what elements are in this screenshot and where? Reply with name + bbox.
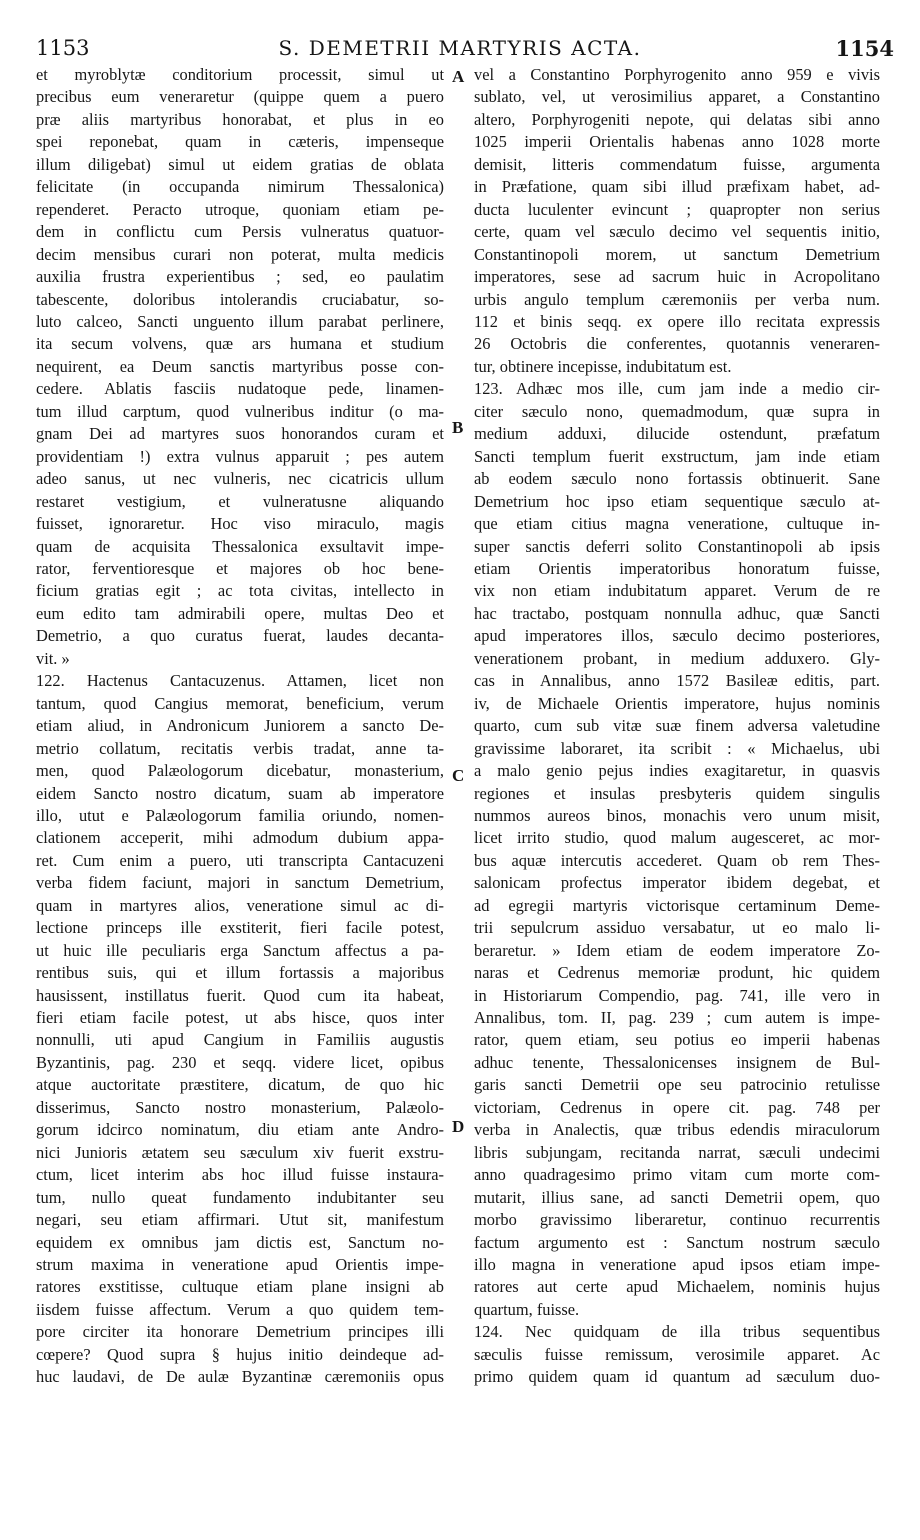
left-column-line: ratores exstitisse, cultuque etiam plane insigni ab xyxy=(36,1277,444,1297)
left-column-line: negari, seu etiam affirmari. Utut sit, manifestum xyxy=(36,1210,444,1230)
right-column-line: verba in Analectis, quæ tribus edendis miraculorum xyxy=(474,1120,880,1140)
left-column-line: precibus eum veneraretur (quippe quem a puero xyxy=(36,87,444,107)
right-column-line: Sancti templum fuerit exstructum, jam inde etiam xyxy=(474,446,880,466)
right-column-line: in Præfatione, quam sibi illud præfixam habet, ad- xyxy=(474,177,880,197)
right-column-line: 1025 imperii Orientalis habenas anno 1028 morte xyxy=(474,132,880,152)
right-column-line: gravissime laboraret, ita scribit : « Michaelus, ubi xyxy=(474,738,880,758)
right-column-line: medium adduxi, dilucide ostendunt, præfatum xyxy=(474,424,880,444)
left-column-line: luto calceo, Sancti unguento illum parabat perlinere, xyxy=(36,311,444,331)
right-column-line: 124. Nec quidquam de illa tribus sequentibus xyxy=(474,1322,880,1342)
left-column-line: metrio collatum, recitatis verbis tradat, anne ta- xyxy=(36,738,444,758)
left-column-line: hausissent, instillatus fuerit. Quod cum ita habeat, xyxy=(36,985,444,1005)
right-column-line: illo magna in veneratione apud ipsos etiam impe- xyxy=(474,1255,880,1275)
left-column-line: ficium gratias egit ; ac tota civitas, intellecto in xyxy=(36,581,444,601)
right-column-line: urbis angulo templum cæremoniis per verba num. xyxy=(474,289,880,309)
left-column-line: huc laudavi, de De aulæ Byzantinæ cæremoniis opus xyxy=(36,1367,444,1387)
running-title: S. DEMETRII MARTYRIS ACTA. xyxy=(278,36,642,60)
left-column-line: gorum idcirco nominatum, diu etiam ante Andro- xyxy=(36,1120,444,1140)
right-column-line: rator, quem etiam, seu potius eo imperii habenas xyxy=(474,1030,880,1050)
right-column-line: ratores aut certe apud Michaelem, nominis hujus xyxy=(474,1277,880,1297)
right-column-line: Annalibus, tom. II, pag. 239 ; cum autem is impe- xyxy=(474,1008,880,1028)
right-column-line: a malo genio pejus indies exagitaretur, in quasvis xyxy=(474,761,880,781)
left-column-line: rator, ferventioresque et majores ob hoc bene- xyxy=(36,558,444,578)
right-column-line: ducta luculenter evincunt ; quapropter non serius xyxy=(474,199,880,219)
right-column-line: regiones et insulas presbyteris quidem singulis xyxy=(474,783,880,803)
left-column-line: quam de acquisita Thessalonica exsultavit impe- xyxy=(36,536,444,556)
right-column-line: 112 et binis seqq. ex opere illo recitata expressis xyxy=(474,311,880,331)
right-column-line: salonicam profectus imperator ibidem degebat, et xyxy=(474,873,880,893)
right-column-line: citer sæculo nono, quemadmodum, quæ supra in xyxy=(474,401,880,421)
left-column-line: illum diligebat) simul ut eidem gratias de oblata xyxy=(36,154,444,174)
right-column-line: vix non etiam indubitatum apparet. Verum de re xyxy=(474,581,880,601)
left-text-column xyxy=(36,64,444,1389)
right-column-line: hac tractabo, postquam nonnulla adhuc, quæ Sancti xyxy=(474,603,880,623)
left-column-line: ut huic ille peculiaris erga Sanctum affectus a pa- xyxy=(36,940,444,960)
right-text-column xyxy=(474,64,880,1389)
right-column-line: ab eodem sæculo nono fortassis obtinuerit. Sane xyxy=(474,469,880,489)
left-column-line: decim mensibus curari non poterat, multa medicis xyxy=(36,244,444,264)
right-column-line: in Historiarum Compendio, pag. 741, ille vero in xyxy=(474,985,880,1005)
right-column-line: naras et Cedrenus memoriæ produnt, hic quidem xyxy=(474,963,880,983)
left-column-line: Demetrio, a quo curatus fuerat, laudes decanta- xyxy=(36,626,444,646)
left-column-line: vit. » xyxy=(36,648,70,668)
left-column-line: nonnulli, uti apud Cangium in Familiis augustis xyxy=(36,1030,444,1050)
right-column-line: quarto, cum sub vitæ suæ finem adversa valetudine xyxy=(474,716,880,736)
left-column-line: rependeret. Peracto utroque, quoniam etiam pe- xyxy=(36,199,444,219)
left-column-line: adeo sanus, ut nec vulneris, nec cicatricis ullum xyxy=(36,469,444,489)
left-column-line: quam in martyres alios, veneratione simul ac di- xyxy=(36,895,444,915)
left-column-line: disserimus, Sancto nostro monasterium, Palæolo- xyxy=(36,1097,444,1117)
left-column-line: tum illud carptum, quod vulneribus inditur (o ma- xyxy=(36,401,444,421)
right-column-line: altero, Porphyrogeniti nepote, qui delatas sibi anno xyxy=(474,109,880,129)
left-column-line: illo, utut e Palæologorum familia oriundo, nomen- xyxy=(36,805,444,825)
right-column-line: garis sancti Demetrii ope seu patrocinio retulisse xyxy=(474,1075,880,1095)
left-column-line: spei reponebat, quam in cæteris, impenseque xyxy=(36,132,444,152)
right-column-line: 123. Adhæc mos ille, cum jam inde a medio cir- xyxy=(474,379,880,399)
right-column-line: sæculis fuisse remissum, verosimile apparet. Ac xyxy=(474,1344,880,1364)
right-column-line: bus aquæ intercutis accederet. Quam ob rem Thes- xyxy=(474,850,880,870)
left-column-line: etiam aliud, in Andronicum Juniorem a sancto De- xyxy=(36,716,444,736)
left-column-line: ctum, licet interim abs hoc illud fuisse instaura- xyxy=(36,1165,444,1185)
right-column-line: adhuc tenente, Thessalonicenses insignem de Bul- xyxy=(474,1052,880,1072)
margin-marker-a: A xyxy=(452,67,465,86)
left-column-line: tantum, quod Cangius memorat, beneficium, verum xyxy=(36,693,444,713)
left-column-line: providentiam !) extra vulnus apparuit ; pes autem xyxy=(36,446,444,466)
left-column-line: ita secum volvens, quæ ars humana et studium xyxy=(36,334,444,354)
right-column-line: morbo gravissimo liberaretur, continuo recurrentis xyxy=(474,1210,880,1230)
left-column-line: et myroblytæ conditorium processit, simul ut xyxy=(36,65,444,84)
right-column-line: primo quidem quam id quantum ad sæculum duo- xyxy=(474,1367,880,1387)
left-column-line: gnam Dei ad martyres suos honorandos curam et xyxy=(36,424,444,444)
left-column-line: rentibus suis, qui et illum fortassis a majoribus xyxy=(36,963,444,983)
left-column-line: felicitate (in occupanda nimirum Thessalonica) xyxy=(36,177,444,197)
right-column-line: tur, obtinere incepisse, indubitatum est. xyxy=(474,356,732,376)
left-column-line: lectione princeps ille exstiterit, fieri facile potest, xyxy=(36,918,444,938)
left-column-line: dem in conflictu cum Persis vulneratus quatuor- xyxy=(36,222,444,242)
left-column-line: nici Junioris ætatem seu sæculum xiv fuerit exstru- xyxy=(36,1142,444,1162)
right-column-line: que etiam citius magna veneratione, cultuque in- xyxy=(474,514,880,534)
right-column-line: victoriam, Cedrenus in opere cit. pag. 748 per xyxy=(474,1097,880,1117)
left-column-line: Byzantinis, pag. 230 et seqq. videre licet, opibus xyxy=(36,1052,444,1072)
right-column-line: trii sepulcrum assiduo versabatur, ut eo malo li- xyxy=(474,918,880,938)
right-column-line: anno quadragesimo primo vitam cum morte com- xyxy=(474,1165,880,1185)
left-column-line: strum maxima in veneratione apud Orientis impe- xyxy=(36,1255,444,1275)
left-column-line: cœpere? Quod supra § hujus initio deindeque ad- xyxy=(36,1344,444,1364)
right-column-line: Demetrium hoc ipso etiam sequentique sæculo at- xyxy=(474,491,880,511)
left-column-line: equidem ex omnibus jam dictis est, Sanctum no- xyxy=(36,1232,444,1252)
left-page-number: 1153 xyxy=(36,36,90,60)
margin-marker-c: C xyxy=(452,766,465,785)
right-column-line: iv, de Michaele Orientis imperatore, hujus nominis xyxy=(474,693,880,713)
right-column-line: etiam Orientis imperatoribus honoratum fuisse, xyxy=(474,558,880,578)
right-column-line: venerationem probant, in medium adduxero. Gly- xyxy=(474,648,880,668)
left-column-line: tum, nullo queat fundamento indubitanter seu xyxy=(36,1187,444,1207)
left-column-line: 122. Hactenus Cantacuzenus. Attamen, licet non xyxy=(36,671,444,691)
right-column-line: sublato, vel, ut verosimilius apparet, a Constantino xyxy=(474,87,880,107)
left-column-line: atque auctoritate præstitere, dicatum, de quo hic xyxy=(36,1075,444,1095)
left-column-line: iisdem fuisse affectum. Verum a quo quidem tem- xyxy=(36,1299,444,1319)
right-column-line: mutarit, illius sane, ad sancti Demetrii opem, quo xyxy=(474,1187,880,1207)
left-column-line: restaret vestigium, et vulneratusne aliquando xyxy=(36,491,444,511)
left-column-line: men, quod Palæologorum dicebatur, monasterium, xyxy=(36,761,444,781)
margin-marker-d: D xyxy=(452,1117,465,1136)
right-column-line: apud imperatores illos, sæculo decimo posteriores, xyxy=(474,626,880,646)
left-column-line: clationem acceperit, mihi admodum dubium appa- xyxy=(36,828,444,848)
right-column-line: nummos aureos binos, monachis vero unum misit, xyxy=(474,805,880,825)
right-column-line: super sanctis deferri solito Constantinopoli ab ipsis xyxy=(474,536,880,556)
left-column-line: præ aliis martyribus honorabat, et plus in eo xyxy=(36,109,444,129)
left-column-line: fieri etiam facile potest, ut abs hisce, quos inter xyxy=(36,1008,444,1028)
right-column-line: quartum, fuisse. xyxy=(474,1299,580,1319)
right-column-line: Constantinopoli morem, ut sanctum Demetrium xyxy=(474,244,880,264)
right-column-line: libris subjungam, recitanda narrat, sæculi undecimi xyxy=(474,1142,880,1162)
right-column-line: ad egregii martyris victorisque certaminum Deme- xyxy=(474,895,880,915)
left-column-line: cedere. Ablatis fasciis nudatoque pede, linamen- xyxy=(36,379,444,399)
left-column-line: ret. Cum enim a puero, uti transcripta Cantacuzeni xyxy=(36,850,444,870)
right-column-line: imperatores, sese ad sacrum huic in Acropolitano xyxy=(474,267,880,287)
left-column-line: verba fidem faciunt, majori in sanctum Demetrium, xyxy=(36,873,444,893)
margin-marker-b: B xyxy=(452,418,464,437)
left-column-line: nequirent, ea Deum sanctis martyribus posse con- xyxy=(36,356,444,376)
right-column-line: beraretur. » Idem etiam de eodem imperatore Zo- xyxy=(474,940,880,960)
right-column-line: factum argumento est : Sanctum nostrum sæculo xyxy=(474,1232,880,1252)
left-column-line: tabescente, doloribus intolerandis cruciabatur, so- xyxy=(36,289,444,309)
right-column-line: licet irrito studio, quod malum augesceret, ac mor- xyxy=(474,828,880,848)
right-column-line: vel a Constantino Porphyrogenito anno 959 e vivis xyxy=(474,65,880,84)
left-column-line: eidem Sancto nostro dicatum, suam ab imperatore xyxy=(36,783,444,803)
left-column-line: fuisset, ignoraretur. Hoc viso miraculo, magis xyxy=(36,514,444,534)
right-page-number: 1154 xyxy=(835,36,894,61)
right-column-line: demisit, litteris commendatum fuisse, argumenta xyxy=(474,154,880,174)
left-column-line: eum edito tam admirabili opere, multas Deo et xyxy=(36,603,444,623)
right-column-line: 26 Octobris die conferentes, quotannis veneraren- xyxy=(474,334,880,354)
left-column-line: pore circiter ita honorare Demetrium principes illi xyxy=(36,1322,444,1342)
left-column-line: auxilia frustra experientibus ; sed, eo paulatim xyxy=(36,267,444,287)
right-column-line: cas in Annalibus, anno 1572 Basileæ editis, part. xyxy=(474,671,880,691)
right-column-line: certe, quam vel sæculo decimo vel sequentis initio, xyxy=(474,222,880,242)
